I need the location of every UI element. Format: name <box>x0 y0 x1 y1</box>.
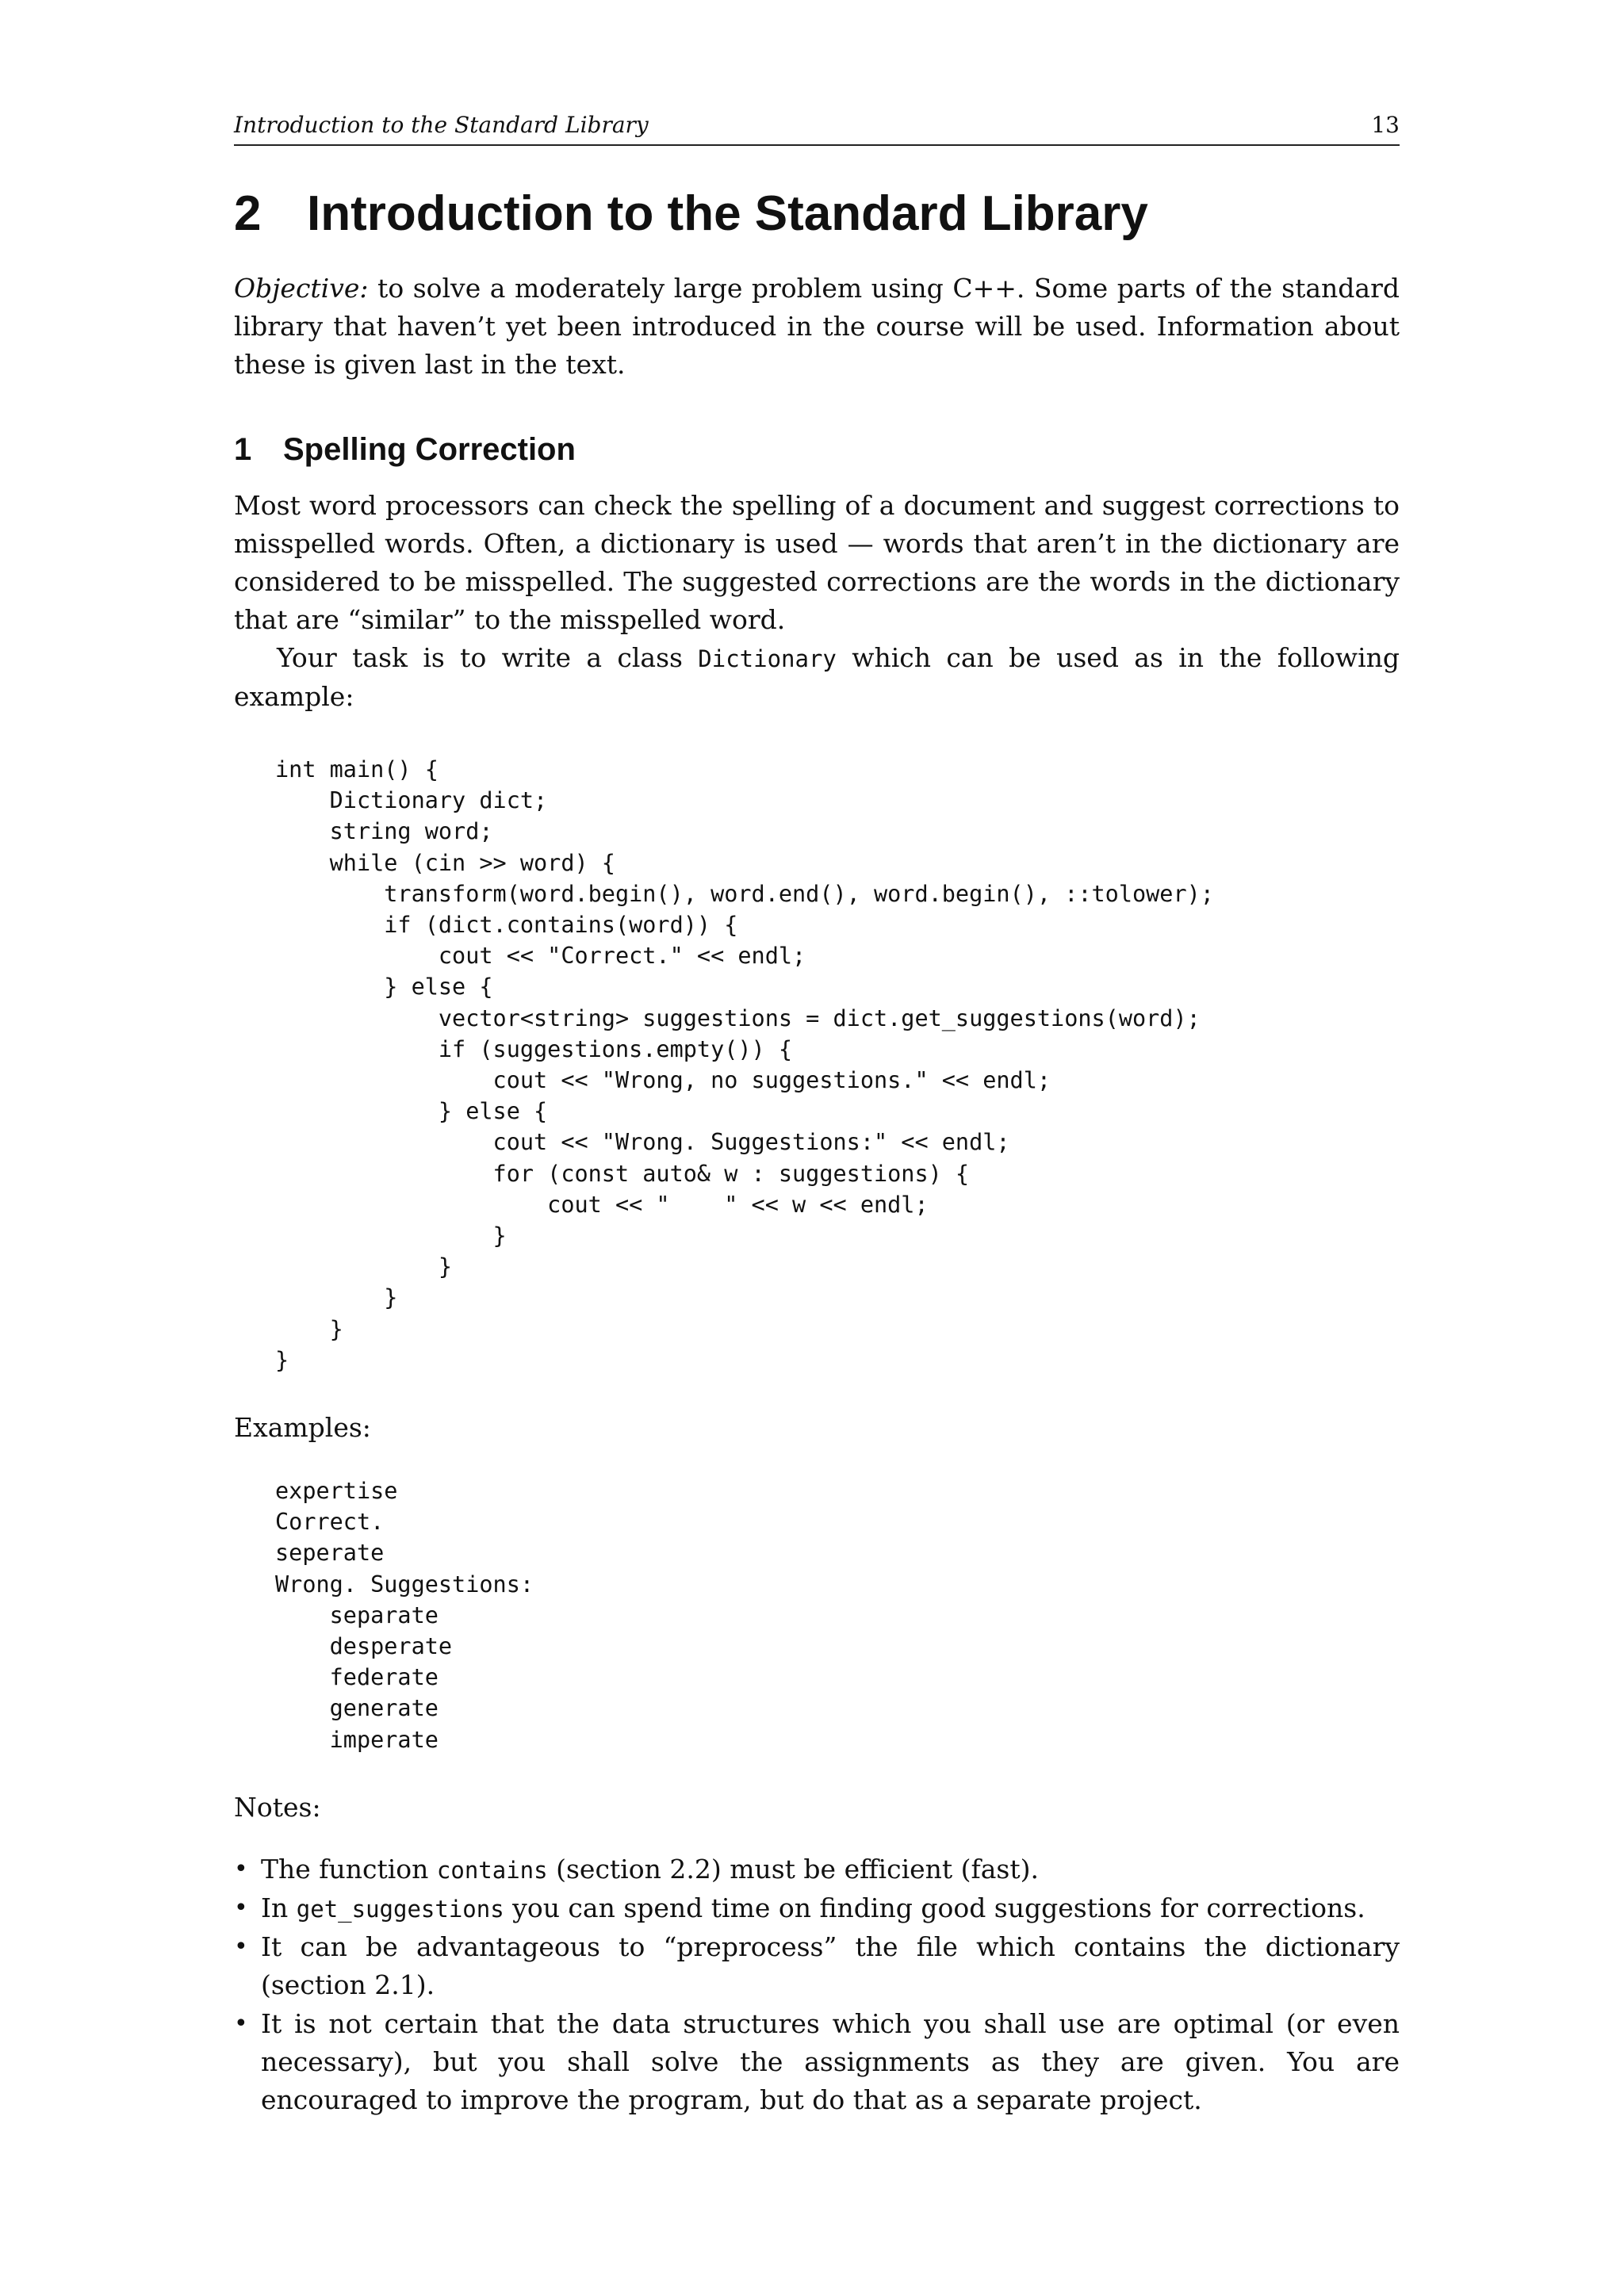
task-text-before: Your task is to write a class <box>277 642 699 673</box>
list-item <box>234 1928 1400 2005</box>
main-code-listing: int main() { Dictionary dict; string word; while (cin >> word) { transform(word.begin(), word.end(), word.begin(), ::tolower); if (dict.contains(word)) { cout << "Correct." << endl; } else { vector<string> suggestions = dict.get_suggestions(word); if (suggestions.empty()) { cout << "Wrong, no suggestions." << endl; } else { cout << "Wrong. Suggestions:" << endl; for (const auto& w : suggestions) { cout << " " << w << endl; } } } } } <box>275 756 1214 1373</box>
list-item <box>234 2005 1400 2120</box>
note-text: It is not certain that the data structures which you shall use are optimal (or even necessary), but you shall solve the assignments as they are given. You are encouraged to improve the program, but do that as a separate project. <box>261 2007 1400 2115</box>
note-text: The function <box>261 1853 437 1885</box>
bullet-icon: • <box>234 1932 248 1961</box>
document-page <box>234 111 1400 2120</box>
note-code: get_suggestions <box>296 1895 504 1923</box>
section-title: Spelling Correction <box>283 432 576 467</box>
chapter-title: Introduction to the Standard Library <box>307 186 1148 241</box>
note-text-after: you can spend time on finding good suggestions for corrections. <box>504 1892 1365 1923</box>
page-number: 13 <box>1371 112 1400 138</box>
class-name-code: Dictionary <box>698 645 837 672</box>
notes-list <box>234 1850 1400 2120</box>
chapter-number: 2 <box>234 186 262 241</box>
examples-label: Examples: <box>234 1412 371 1444</box>
section-heading <box>234 430 1400 469</box>
bullet-icon: • <box>234 2009 248 2038</box>
bullet-icon: • <box>234 1893 248 1922</box>
list-item <box>234 1889 1400 1928</box>
task-text-after: which can be used as in the following example: <box>234 642 1400 712</box>
note-text-after: (section 2.2) must be efficient (fast). <box>547 1853 1039 1885</box>
notes-label: Notes: <box>234 1791 321 1823</box>
running-header <box>234 111 1400 146</box>
list-item <box>234 1850 1400 1889</box>
note-code: contains <box>436 1856 548 1884</box>
chapter-heading <box>234 186 1400 243</box>
note-text: In <box>261 1892 297 1923</box>
example-output-listing: expertise Correct. seperate Wrong. Suggestions: separate desperate federate generate imperate <box>275 1478 534 1753</box>
bullet-icon: • <box>234 1854 248 1883</box>
note-text: It can be advantageous to “preprocess” the file which contains the dictionary (section 2.1). <box>261 1931 1400 2000</box>
objective-label: Objective: <box>234 273 369 304</box>
objective-text: to solve a moderately large problem using C++. Some parts of the standard library that haven’t yet been introduced in the course will be used. Information about these is given last in the text. <box>234 273 1400 380</box>
intro-paragraph: Most word processors can check the spelling of a document and suggest corrections to misspelled words. Often, a dictionary is used — words that aren’t in the dictionary are considered to be misspelled. The suggested corrections are the words in the dictionary that are “similar” to the misspelled word. <box>234 490 1400 635</box>
objective-paragraph <box>234 270 1400 384</box>
running-header-title: Introduction to the Standard Library <box>234 112 649 138</box>
task-paragraph <box>234 639 1400 716</box>
section-number: 1 <box>234 432 252 467</box>
